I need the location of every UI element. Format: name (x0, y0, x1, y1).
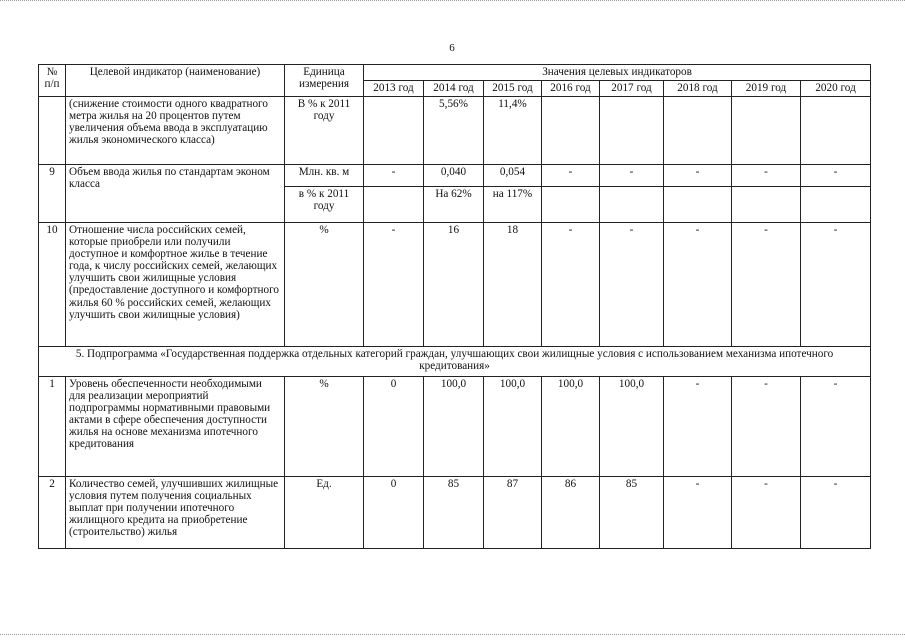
indicator-name: (снижение стоимости одного квадратного метра жилья на 20 процентов путем увеличения объема ввода в эксплуатацию жилья экономического класса) (66, 97, 285, 165)
value-cell: - (600, 223, 664, 347)
unit-cell: В % к 2011 году (285, 97, 364, 165)
value-cell: 0,054 (484, 165, 542, 187)
value-cell (364, 97, 424, 165)
value-cell: - (732, 377, 801, 477)
unit-cell: Млн. кв. м (285, 165, 364, 187)
row-num: 9 (39, 165, 66, 223)
indicator-name: Количество семей, улучшивших жилищные условия путем получения социальных выплат при получении ипотечного жилищного кредита на приобретение (строительство) жилья (66, 477, 285, 549)
value-cell: - (542, 223, 600, 347)
row-num: 1 (39, 377, 66, 477)
value-cell: на 117% (484, 187, 542, 223)
value-cell: - (801, 165, 871, 187)
page-top-edge (0, 0, 905, 1)
table-row (39, 165, 871, 187)
page-number: 6 (449, 42, 455, 54)
indicator-name: Отношение числа российских семей, которые приобрели или получили доступное и комфортное жилье в течение года, к числу российских семей, желающих улучшить свои жилищные условия (предоставление доступного и комфортного жилья 60 % российских семей, желающих улучшить свои жилищные условия) (66, 223, 285, 347)
indicator-name: Объем ввода жилья по стандартам эконом класса (66, 165, 285, 223)
header-year: 2020 год (801, 81, 871, 97)
header-indicator: Целевой индикатор (наименование) (66, 65, 285, 97)
header-year: 2019 год (732, 81, 801, 97)
header-unit: Единица измерения (285, 65, 364, 97)
value-cell (600, 97, 664, 165)
value-cell (732, 187, 801, 223)
value-cell (600, 187, 664, 223)
target-indicators-table (38, 64, 871, 549)
row-num: 2 (39, 477, 66, 549)
unit-cell: в % к 2011 году (285, 187, 364, 223)
row-num: 10 (39, 223, 66, 347)
value-cell: 100,0 (542, 377, 600, 477)
value-cell: - (732, 477, 801, 549)
header-num: № п/п (39, 65, 66, 97)
value-cell (664, 187, 732, 223)
page-bottom-edge (0, 634, 905, 635)
value-cell: - (364, 165, 424, 187)
value-cell: 100,0 (600, 377, 664, 477)
value-cell (542, 97, 600, 165)
value-cell (542, 187, 600, 223)
unit-cell: Ед. (285, 477, 364, 549)
value-cell: - (801, 223, 871, 347)
header-values-group: Значения целевых индикаторов (364, 65, 871, 81)
table-row (39, 223, 871, 347)
unit-cell: % (285, 223, 364, 347)
table-row (39, 477, 871, 549)
value-cell: - (664, 477, 732, 549)
value-cell: - (600, 165, 664, 187)
header-year: 2018 год (664, 81, 732, 97)
value-cell: 11,4% (484, 97, 542, 165)
value-cell: 0 (364, 477, 424, 549)
header-year: 2015 год (484, 81, 542, 97)
value-cell: - (732, 165, 801, 187)
value-cell: 85 (424, 477, 484, 549)
header-year: 2016 год (542, 81, 600, 97)
value-cell: - (732, 223, 801, 347)
value-cell: - (664, 223, 732, 347)
header-year: 2014 год (424, 81, 484, 97)
value-cell: 18 (484, 223, 542, 347)
table-row (39, 377, 871, 477)
value-cell (364, 187, 424, 223)
header-year: 2017 год (600, 81, 664, 97)
value-cell (664, 97, 732, 165)
section-title: 5. Подпрограмма «Государственная поддержка отдельных категорий граждан, улучшающих свои жилищные условия с использованием механизма ипотечного кредитования» (39, 347, 871, 377)
value-cell: - (664, 377, 732, 477)
value-cell (801, 97, 871, 165)
value-cell: - (801, 477, 871, 549)
row-num (39, 97, 66, 165)
value-cell: - (364, 223, 424, 347)
value-cell: 0,040 (424, 165, 484, 187)
section-row (39, 347, 871, 377)
header-year: 2013 год (364, 81, 424, 97)
value-cell: 5,56% (424, 97, 484, 165)
value-cell: 86 (542, 477, 600, 549)
table-row (39, 97, 871, 165)
indicator-name: Уровень обеспеченности необходимыми для реализации мероприятий подпрограммы нормативными правовыми актами в сфере обеспечения доступности жилья на основе механизма ипотечного кредитования (66, 377, 285, 477)
value-cell: 85 (600, 477, 664, 549)
value-cell: 100,0 (424, 377, 484, 477)
value-cell: 87 (484, 477, 542, 549)
value-cell: 16 (424, 223, 484, 347)
value-cell: 0 (364, 377, 424, 477)
value-cell: - (801, 377, 871, 477)
value-cell: - (542, 165, 600, 187)
value-cell: 100,0 (484, 377, 542, 477)
unit-cell: % (285, 377, 364, 477)
value-cell (732, 97, 801, 165)
value-cell (801, 187, 871, 223)
value-cell: На 62% (424, 187, 484, 223)
value-cell: - (664, 165, 732, 187)
